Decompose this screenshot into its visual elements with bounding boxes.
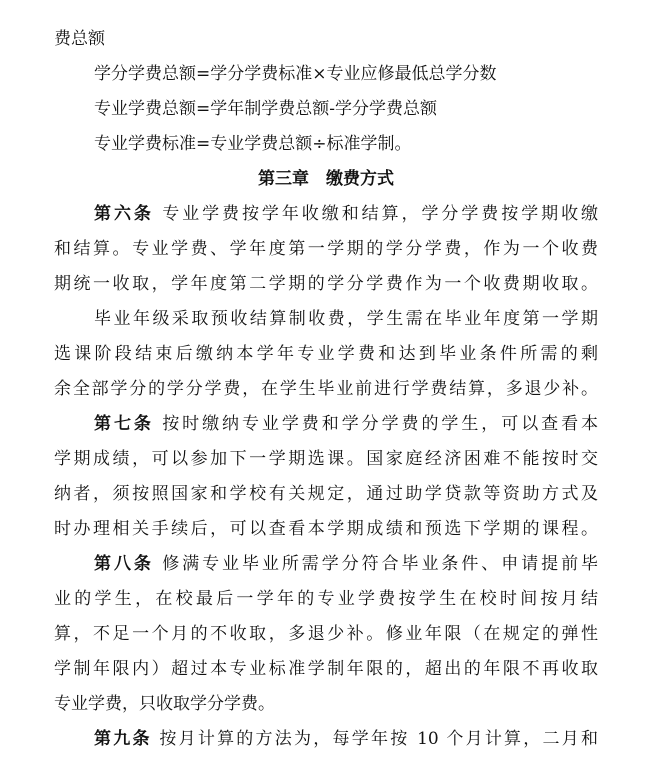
article-eight-first-line — [54, 547, 598, 582]
formula-major-fee-total: 专业学费总额=学年制学费总额-学分学费总额 — [94, 99, 437, 119]
article-nine-first-line — [54, 722, 598, 757]
paragraph-graduating-line: 余全部学分的学分学费，在学生毕业前进行学费结算，多退少补。 — [54, 379, 598, 399]
chapter-heading: 第三章 缴费方式 — [258, 169, 394, 189]
text-line-continuation: 费总额 — [54, 29, 105, 49]
article-nine-label: 第九条 — [94, 729, 152, 749]
article-seven-text: 按时缴纳专业学费和学分学费的学生，可以查看本 — [162, 414, 598, 434]
article-nine-text: 按月计算的方法为，每学年按 10 个月计算，二月和 — [159, 729, 598, 749]
article-six-line: 和结算。专业学费、学年度第一学期的学分学费，作为一个收费 — [54, 239, 598, 259]
article-seven-line: 学期成绩，可以参加下一学期选课。国家庭经济困难不能按时交 — [54, 449, 598, 469]
formula-major-fee-standard: 专业学费标准=专业学费总额÷标准学制。 — [94, 134, 412, 154]
article-eight-line: 学制年限内）超过本专业标准学制年限的，超出的年限不再收取 — [54, 659, 598, 679]
article-eight-label: 第八条 — [94, 554, 154, 574]
paragraph-graduating-first-line: 毕业年级采取预收结算制收费，学生需在毕业年度第一学期 — [94, 309, 598, 329]
article-seven-label: 第七条 — [94, 414, 154, 434]
article-eight-line: 业的学生，在校最后一学年的专业学费按学生在校时间按月结 — [54, 589, 598, 609]
article-eight-last-line: 专业学费，只收取学分学费。 — [54, 694, 275, 714]
article-six-label: 第六条 — [94, 204, 154, 224]
article-eight-text: 修满专业毕业所需学分符合毕业条件、申请提前毕 — [162, 554, 598, 574]
article-six-first-line — [54, 197, 598, 232]
paragraph-graduating-line: 选课阶段结束后缴纳本学年专业学费和达到毕业条件所需的剩 — [54, 344, 598, 364]
article-seven-first-line — [54, 407, 598, 442]
article-six-text: 专业学费按学年收缴和结算，学分学费按学期收缴 — [162, 204, 598, 224]
article-six-line: 期统一收取，学年度第二学期的学分学费作为一个收费期收取。 — [54, 274, 598, 294]
formula-credit-fee-total: 学分学费总额=学分学费标准×专业应修最低总学分数 — [94, 64, 497, 84]
article-seven-line: 纳者，须按照国家和学校有关规定，通过助学贷款等资助方式及 — [54, 484, 598, 504]
article-eight-line: 算，不足一个月的不收取，多退少补。修业年限（在规定的弹性 — [54, 624, 598, 644]
article-seven-line: 时办理相关手续后，可以查看本学期成绩和预选下学期的课程。 — [54, 519, 598, 539]
